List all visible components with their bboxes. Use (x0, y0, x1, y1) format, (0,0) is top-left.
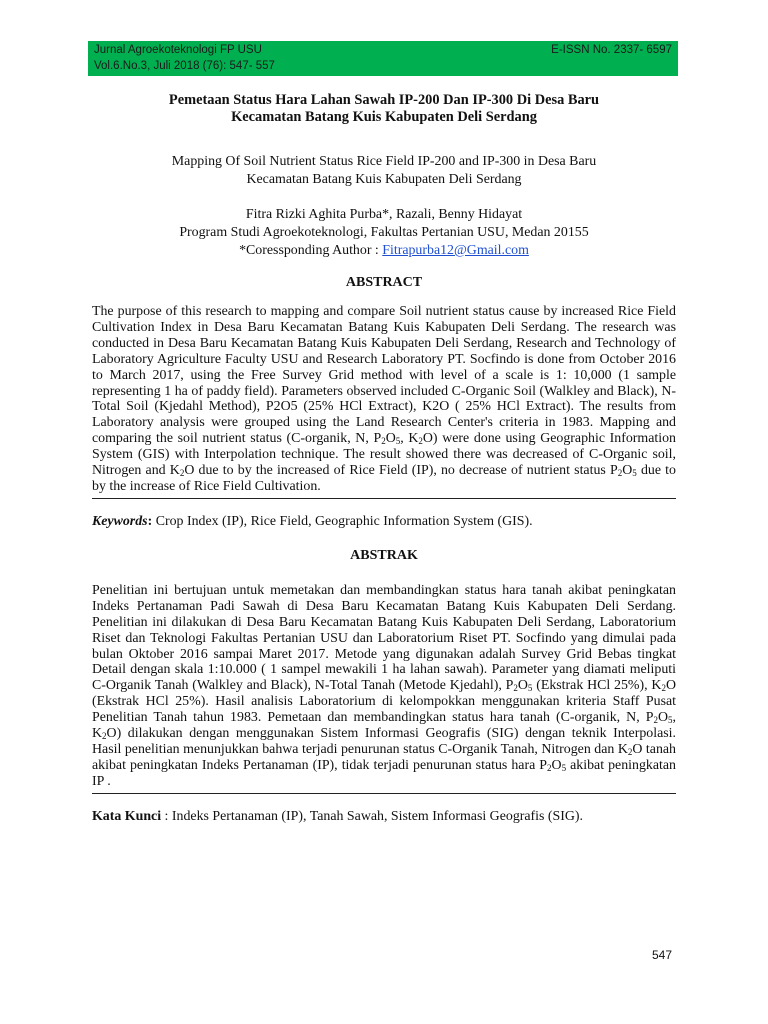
abstrak-divider (92, 793, 676, 794)
title-indonesian (92, 92, 676, 126)
corresponding-label: *Coressponding Author : (239, 243, 383, 258)
kata-kunci-label: Kata Kunci (92, 808, 162, 824)
page-number: 547 (652, 948, 673, 962)
title-english (92, 153, 676, 189)
author-affiliation: Program Studi Agroekoteknologi, Fakultas Pertanian USU, Medan 20155 (179, 225, 589, 240)
title-en-line1: Mapping Of Soil Nutrient Status Rice Field IP-200 and IP-300 in Desa Baru (171, 154, 597, 169)
keywords-text: Crop Index (IP), Rice Field, Geographic Information System (GIS). (155, 513, 533, 529)
abstrak-text: Penelitian ini bertujuan untuk memetakan dan membandingkan status hara tanah akibat peningkatan Indeks Pertanaman Padi Sawah di Desa Baru Kecamatan Batang Kuis Kabupaten Deli Serdang. Penelitian ini dilakukan di Desa Baru Kecamatan Batang Kuis Kabupaten Deli Serdang, Laboratorium Riset dan Teknologi Fakultas Pertanian USU dan Laboratorium Riset PT. Socfindo yang dimulai pada bulan Oktober 2016 sampai Maret 2017. Metode yang digunakan adalah Survey Grid Bebas tingkat Detail dengan skala 1:10.000 ( 1 sampel mewakili 1 ha lahan sawah). Parameter yang diamati meliputi C-Organik Tanah (Walkley and Black), N-Total Tanah (Metode Kjedahl), $P_2O_5$ (Ekstrak HCl 25%), $K_2O$ (Ekstrak HCl 25%). Hasil analisis Laboratorium di kelompokkan menggunakan kriteria Staff Pusat Penelitian Tanah tahun 1983. Pemetaan dan membandingkan status hara tanah (C-organik, N, $P_2O_5$, $K_2O$) dilakukan dengan menggunakan Sistem Informasi Geografis (SIG) dengan teknik Interpolasi. Hasil penelitian menunjukkan bahwa terjadi penurunan status C-Organik Tanah, Nitrogen dan $K_2O$ tanah akibat peningkatan Indeks Pertanaman (IP), tidak terjadi penurunan status hara $P_2O_5$ akibat peningkatan IP . (92, 582, 676, 789)
journal-volume: Vol.6.No.3, Juli 2018 (76): 547- 557 (94, 60, 275, 72)
kata-kunci-line (92, 808, 676, 826)
abstract-heading: ABSTRACT (345, 275, 423, 290)
keywords-label: Keywords (92, 513, 148, 529)
author-email-link[interactable]: Fitrapurba12@Gmail.com (382, 243, 529, 258)
title-id-line1: Pemetaan Status Hara Lahan Sawah IP-200 Dan IP-300 Di Desa Baru (168, 92, 600, 108)
author-block (92, 206, 676, 260)
keywords-line: Keywords: Crop Index (IP), Rice Field, Geographic Information System (GIS). (92, 513, 533, 529)
title-id-line2: Kecamatan Batang Kuis Kabupaten Deli Serdang (231, 109, 537, 125)
journal-header-bar (88, 41, 678, 76)
abstract-divider (92, 498, 676, 499)
abstract-text: The purpose of this research to mapping and compare Soil nutrient status cause by increased Rice Field Cultivation Index in Desa Baru Kecamatan Batang Kuis Kabupaten Deli Serdang. The research was conducted in Desa Baru Kecamatan Batang Kuis Kabupaten Deli Serdang, Research and Technology of Laboratory Agriculture Faculty USU and Research Laboratory PT. Socfindo is done from October 2016 to March 2017, using the Free Survey Grid method with level of a scale is 1: 10,000 (1 sample representing 1 ha of paddy field). Parameters observed included C-Organic Soil (Walkley and Black), N-Total Soil (Kjedahl Method), P2O5 (25% HCl Extract), K2O ( 25% HCl Extract). The results from Laboratory analysis were grouped using the Land Research Center's criteria in 1983. Mapping and comparing the soil nutrient status (C-organik, N, $P_2O_5$, $K_2O$) were done using Geographic Information System (GIS) with Interpolation technique. The result showed there was decreased of C-Organic soil, Nitrogen and $K_2O$ due to by the increased of Rice Field (IP), no decrease of nutrient status $P_2O_5$ due to by the increase of Rice Field Cultivation. (92, 304, 676, 494)
author-names: Fitra Rizki Aghita Purba*, Razali, Benny Hidayat (245, 207, 523, 222)
abstrak-heading: ABSTRAK (350, 547, 418, 563)
kata-kunci-text: : Indeks Pertanaman (IP), Tanah Sawah, Sistem Informasi Geografis (SIG). (161, 808, 584, 824)
title-en-line2: Kecamatan Batang Kuis Kabupaten Deli Serdang (246, 172, 522, 187)
journal-issn: E-ISSN No. 2337- 6597 (551, 44, 672, 56)
journal-name: Jurnal Agroekoteknologi FP USU (94, 44, 262, 56)
paper-body (92, 92, 676, 826)
corresponding-author (92, 242, 676, 260)
